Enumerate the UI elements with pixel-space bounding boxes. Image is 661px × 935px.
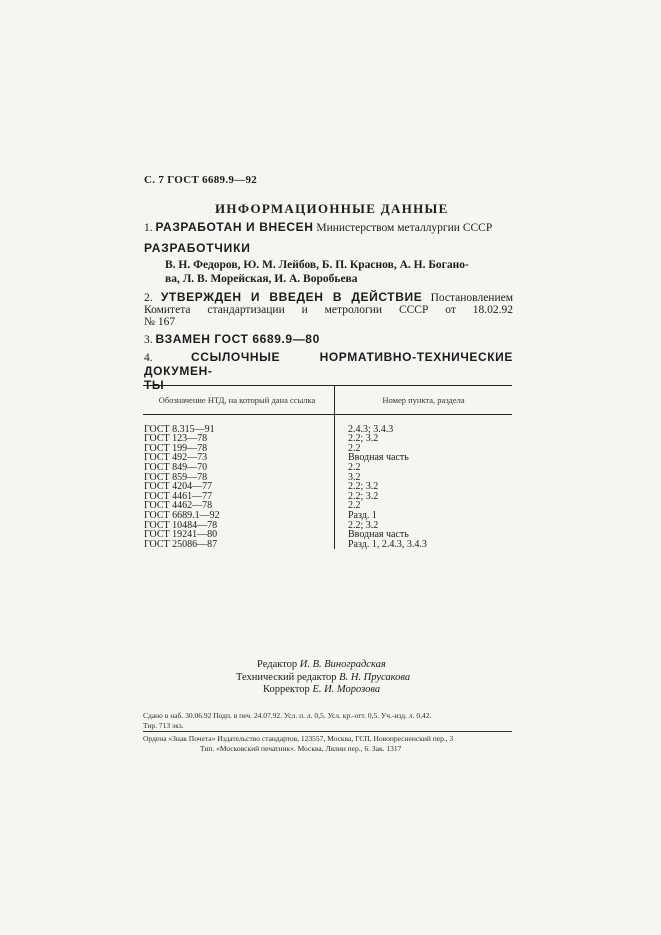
column-header-section: Номер пункта, раздела [382, 395, 465, 405]
table-header-row [143, 386, 512, 415]
cell-document: ГОСТ 6689.1—92 [143, 511, 335, 521]
table-row [143, 540, 512, 550]
section-title: ИНФОРМАЦИОННЫЕ ДАННЫЕ [215, 201, 449, 216]
imprint-line-1: Сдано в наб. 30.06.92 Подп. в печ. 24.07.92. Усл. п. л. 0,5. Усл. кр.-отт. 0,5. Уч.-изд. л. 0,42. [143, 711, 432, 720]
cell-section: Разд. 1, 2.4.3, 3.4.3 [348, 538, 427, 550]
cell-section: 2.2; 3.2 [348, 433, 379, 445]
item-approved [144, 290, 513, 328]
cell-section: 2.2; 3.2 [348, 490, 379, 502]
item-approved-line-3: № 167 [144, 316, 176, 328]
cell-document: ГОСТ 123—78 [143, 434, 335, 444]
item-bold: РАЗРАБОТАН И ВНЕСЕН [155, 220, 314, 234]
developers-line-2: ва, Л. В. Морейская, И. А. Воробьева [165, 273, 358, 285]
references-table [143, 385, 512, 549]
cell-section: 2.2 [348, 500, 361, 512]
cell-document: ГОСТ 8.315—91 [143, 425, 335, 435]
credit-tech-editor: Технический редактор В. Н. Прусакова [236, 672, 411, 683]
developers-line-1: В. Н. Федоров, Ю. М. Лейбов, Б. П. Краснов, А. Н. Богано- [165, 259, 469, 271]
cell-document: ГОСТ 4204—77 [143, 482, 335, 492]
cell-document: ГОСТ 849—70 [143, 463, 335, 473]
item-number: 2. [144, 292, 153, 304]
item-bold: ССЫЛОЧНЫЕ НОРМАТИВНО-ТЕХНИЧЕСКИЕ ДОКУМЕН- [144, 350, 513, 378]
imprint-line-2: Тир. 713 экз. [143, 721, 184, 730]
cell-document: ГОСТ 25086—87 [143, 540, 335, 550]
cell-section: Разд. 1 [348, 509, 377, 521]
item-number: 4. [144, 352, 153, 364]
item-bold: УТВЕРЖДЕН И ВВЕДЕН В ДЕЙСТВИЕ [160, 290, 423, 304]
cell-section: 3.2 [348, 471, 361, 483]
item-number: 1. [144, 222, 153, 234]
cell-section: 2.2 [348, 461, 361, 473]
item-references-line-2: ТЫ [144, 378, 165, 392]
item-text: Министерством металлургии СССР [316, 222, 493, 234]
item-bold: ВЗАМЕН ГОСТ 6689.9—80 [155, 332, 320, 346]
cell-section: 2.4.3; 3.4.3 [348, 423, 394, 435]
page-header: С. 7 ГОСТ 6689.9—92 [144, 174, 258, 186]
item-text: Постановлением [430, 292, 513, 304]
item-approved-line-2: Комитета стандартизации и метрологии СССР от 18.02.92 [144, 304, 513, 316]
cell-section: 2.2; 3.2 [348, 519, 379, 531]
cell-document: ГОСТ 10484—78 [143, 521, 335, 531]
developers-heading: РАЗРАБОТЧИКИ [144, 241, 251, 255]
item-developed [144, 220, 514, 234]
item-replaced [144, 332, 514, 346]
imprint-line-3: Ордена «Знак Почета» Издательство стандартов, 123557, Москва, ГСП, Новопресненский пер., 3 [143, 734, 454, 743]
item-number: 3. [144, 334, 153, 346]
item-approved-line-1 [144, 290, 513, 304]
cell-section: 2.2 [348, 442, 361, 454]
cell-document: ГОСТ 199—78 [143, 444, 335, 454]
column-header-document: Обозначение НТД, на который дана ссылка [143, 386, 335, 415]
cell-document: ГОСТ 492—73 [143, 453, 335, 463]
credit-corrector: Корректор Е. И. Морозова [263, 684, 381, 695]
cell-document: ГОСТ 19241—80 [143, 530, 335, 540]
cell-document: ГОСТ 4462—78 [143, 501, 335, 511]
cell-section: 2.2; 3.2 [348, 481, 379, 493]
cell-section: Вводная часть [348, 529, 409, 541]
imprint-divider [143, 731, 512, 732]
cell-document: ГОСТ 4461—77 [143, 492, 335, 502]
credit-editor: Редактор И. В. Виноградская [257, 659, 386, 670]
imprint-line-4: Тип. «Московский печатник». Москва, Лялин пер., 6. Зак. 1317 [200, 744, 402, 753]
cell-document: ГОСТ 859—78 [143, 473, 335, 483]
cell-section: Вводная часть [348, 452, 409, 464]
item-references-line-1 [144, 350, 513, 378]
table-body [143, 415, 512, 550]
